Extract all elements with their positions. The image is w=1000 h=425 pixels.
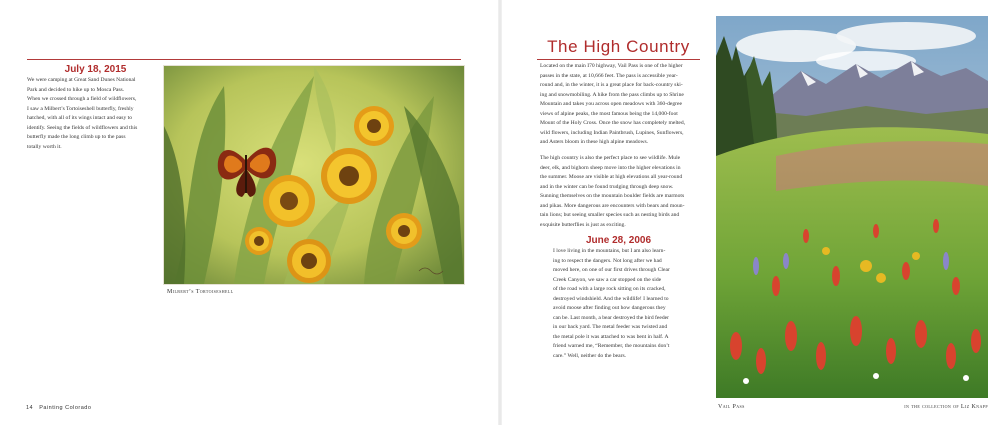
text-line: passes in the state, at 10,666 feet. The pass is accessible year-	[540, 72, 678, 79]
collection-credit: in the collection of Liz Knapp	[904, 404, 988, 410]
text-line: ing and snowmobiling. A hike from the pass climbs up to Shrine	[540, 91, 684, 98]
text-line: moved here, on one of our first drives through Clear	[553, 267, 670, 273]
text-line: Located on the main I70 highway, Vail Pass is one of the higher	[540, 63, 683, 69]
text-line: The high country is also the perfect place to see wildlife. Mule	[540, 155, 681, 161]
right-date-heading: June 28, 2006	[585, 235, 652, 246]
text-line: of the road with a large rock sitting on its cracked,	[553, 286, 666, 292]
vail-pass-caption: Vail Pass	[718, 404, 745, 410]
page-folio: 14 Painting Colorado	[26, 405, 92, 411]
right-top-rule	[537, 59, 700, 60]
text-line: identify. Seeing the fields of wildflowers and this	[27, 124, 138, 131]
text-line: Mountain and takes you across open meadows with 360-degree	[540, 101, 682, 107]
text-line: round and, in the winter, it is a great place for back-country ski-	[540, 82, 683, 88]
vail-pass-painting-illustration	[716, 16, 988, 398]
text-line: totally worth it.	[27, 143, 62, 150]
text-line: ing to respect the dangers. Not long after we had	[553, 257, 662, 264]
butterfly-painting-caption: Milbert’s Tortoiseshell	[167, 289, 234, 295]
text-line: tain lions; but seeing smaller species such as nesting birds and	[540, 212, 680, 218]
text-line: I saw a Milbert’s Tortoiseshell butterfly, freshly	[27, 105, 134, 112]
text-line: When we crossed through a field of wildflowers,	[27, 96, 137, 102]
section-title: The High Country	[547, 37, 690, 56]
vail-pass-painting	[716, 16, 988, 398]
text-line: friend warned me, “Remember, the mountains don’t	[553, 343, 670, 349]
text-line: I love living in the mountains, but I am also learn-	[553, 248, 666, 254]
text-line: destroyed windshield. And the wildlife! I learned to	[553, 295, 669, 302]
text-line: and in the winter can be found trudging through deep snow.	[540, 183, 674, 190]
text-line: and pikas. More dangerous are encounters with bears and moun-	[540, 202, 685, 209]
text-line: deer, elk, and bighorn sheep move into the higher elevations in	[540, 164, 681, 171]
butterfly-painting-illustration	[164, 66, 464, 284]
text-line: Sunning themselves on the mountain boulder fields are marmots	[540, 193, 685, 199]
text-line: the metal pole it was attached to was bent in half. A	[553, 333, 669, 340]
text-line: in our back yard. The metal feeder was twisted and	[553, 324, 668, 330]
butterfly-painting	[164, 66, 464, 284]
text-line: Park and decided to hike up to Mosca Pass.	[27, 86, 125, 93]
text-line: wild flowers, including Indian Paintbrush, Lupines, Sunflowers,	[540, 129, 684, 136]
text-line: avoid moose after finding out how dangerous they	[553, 305, 666, 311]
left-date-heading: July 18, 2015	[64, 64, 127, 75]
text-line: the summer. Moose are visible at high elevations all year-round	[540, 174, 683, 180]
text-line: care.” Well, neither do the bears.	[553, 352, 627, 359]
text-line: hatched, with all of its wings intact and easy to	[27, 115, 133, 121]
text-line: can be. Last month, a bear destroyed the bird feeder	[553, 314, 670, 321]
left-top-rule	[27, 59, 461, 60]
text-line: butterfly made the long climb up to the pass	[27, 134, 126, 140]
text-line: exquisite butterflies is just as exciting.	[540, 221, 626, 228]
text-line: Creek Canyon, we saw a car stopped on the side	[553, 276, 662, 283]
spine-gutter	[498, 0, 502, 425]
text-line: We were camping at Great Sand Dunes National	[27, 77, 136, 83]
text-line: and Asters bloom in these high alpine meadows.	[540, 139, 649, 145]
text-line: views of alpine peaks, the most famous being the 14,000-foot	[540, 110, 678, 117]
text-line: Mount of the Holy Cross. Once the snow has completely melted,	[540, 120, 686, 126]
